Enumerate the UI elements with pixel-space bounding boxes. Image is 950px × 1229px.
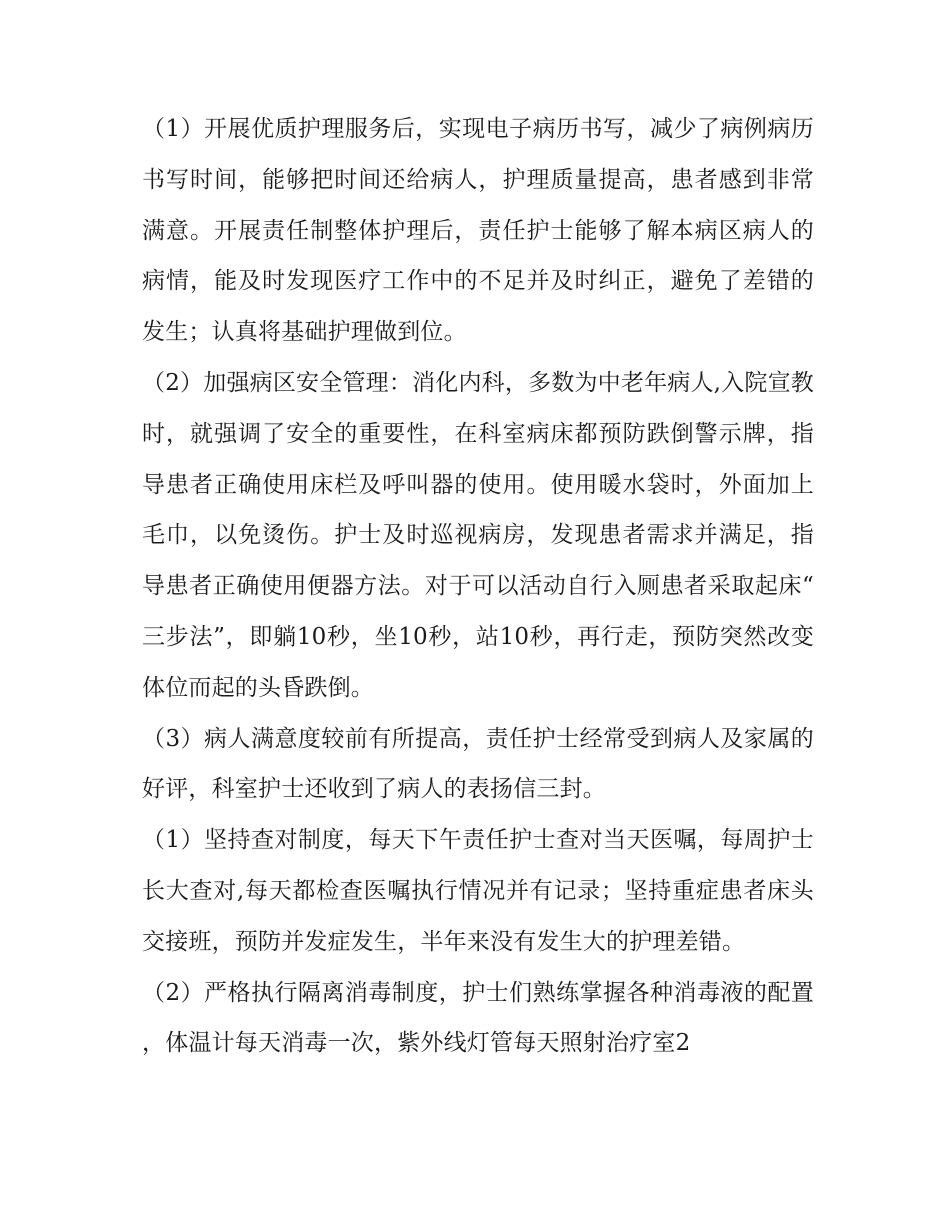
paragraph-disinfection-system: （2）严格执行隔离消毒制度，护士们熟练掌握各种消毒液的配置，体温计每天消毒一次，紫外线灯管每天照射治疗室2 <box>142 979 814 1057</box>
paragraph-verification-system: （1）坚持查对制度，每天下午责任护士查对当天医嘱，每周护士长大查对,每天都检查医嘱执行情况并有记录；坚持重症患者床头交接班，预防并发症发生，半年来没有发生大的护理差错。 <box>142 827 814 955</box>
document-body <box>142 104 814 1069</box>
paragraph-ward-safety: （2）加强病区安全管理：消化内科，多数为中老年病人,入院宣教时，就强调了安全的重要性，在科室病床都预防跌倒警示牌，指导患者正确使用床栏及呼叫器的使用。使用暖水袋时，外面加上毛巾，以免烫伤。护士及时巡视病房，发现患者需求并满足，指导患者正确使用便器方法。对于可以活动自行入厕患者采取起床“三步法”，即躺10秒，坐10秒，站10秒，再行走，预防突然改变体位而起的头昏跌倒。 <box>142 369 814 701</box>
paragraph-quality-nursing: （1）开展优质护理服务后，实现电子病历书写，减少了病例病历书写时间，能够把时间还给病人，护理质量提高，患者感到非常满意。开展责任制整体护理后，责任护士能够了解本病区病人的病情，能及时发现医疗工作中的不足并及时纠正，避免了差错的发生；认真将基础护理做到位。 <box>142 116 814 346</box>
paragraph-patient-satisfaction: （3）病人满意度较前有所提高，责任护士经常受到病人及家属的好评，科室护士还收到了病人的表扬信三封。 <box>142 725 814 803</box>
